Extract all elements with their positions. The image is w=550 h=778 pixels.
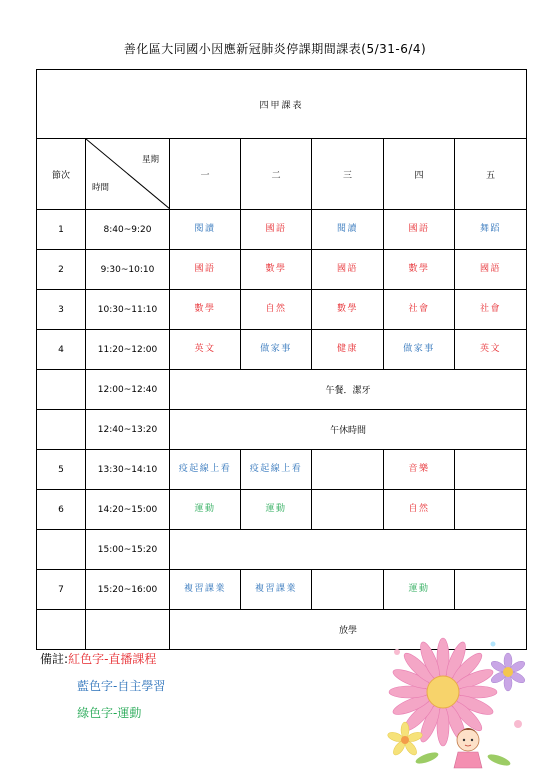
period-number-cell <box>37 410 86 450</box>
header-row <box>37 139 527 210</box>
subject-cell-wed <box>312 490 384 530</box>
subject-cell-fri: 舞蹈 <box>455 210 527 250</box>
schedule-row <box>37 530 527 570</box>
notes-label: 備註 <box>40 652 65 666</box>
period-number-cell: 2 <box>37 250 86 290</box>
subject-cell-fri: 社會 <box>455 290 527 330</box>
subject-cell-mon: 數學 <box>170 290 241 330</box>
table-caption: 四甲課表 <box>37 70 527 139</box>
subject-cell-wed: 閱讀 <box>312 210 384 250</box>
subject-cell-tue: 運動 <box>241 490 312 530</box>
time-range-cell: 10:30~11:10 <box>86 290 170 330</box>
subject-cell-mon: 運動 <box>170 490 241 530</box>
document-title: 善化區大同國小因應新冠肺炎停課期間課表(5/31-6/4) <box>123 42 427 56</box>
subject-cell-tue: 做家事 <box>241 330 312 370</box>
subject-cell-thu: 國語 <box>384 210 455 250</box>
day-header-thu: 四 <box>384 139 455 210</box>
subject-cell-fri <box>455 450 527 490</box>
subject-cell-tue: 複習課業 <box>241 570 312 610</box>
notes-block <box>40 646 165 727</box>
flowers-and-girl-illustration <box>383 632 533 776</box>
time-range-cell: 11:20~12:00 <box>86 330 170 370</box>
subject-cell-tue: 自然 <box>241 290 312 330</box>
time-range-cell: 8:40~9:20 <box>86 210 170 250</box>
period-number-cell <box>37 370 86 410</box>
schedule-row <box>37 490 527 530</box>
note-line: 備註:紅色字-直播課程 <box>40 652 157 666</box>
period-number-cell: 7 <box>37 570 86 610</box>
time-range-cell: 14:20~15:00 <box>86 490 170 530</box>
subject-cell-thu: 數學 <box>384 250 455 290</box>
subject-cell-fri: 英文 <box>455 330 527 370</box>
subject-cell-thu: 做家事 <box>384 330 455 370</box>
schedule-row <box>37 210 527 250</box>
subject-cell-fri: 國語 <box>455 250 527 290</box>
schedule-row <box>37 570 527 610</box>
subject-cell-wed: 國語 <box>312 250 384 290</box>
diagonal-header-cell <box>86 139 170 210</box>
day-header-fri: 五 <box>455 139 527 210</box>
schedule-row <box>37 370 527 410</box>
time-header-label: 時間 <box>92 183 110 193</box>
schedule-body <box>37 210 527 650</box>
period-number-cell: 5 <box>37 450 86 490</box>
day-header-wed: 三 <box>312 139 384 210</box>
diagonal-divider <box>86 139 170 209</box>
period-number-cell: 4 <box>37 330 86 370</box>
schedule-row <box>37 330 527 370</box>
subject-cell-thu: 運動 <box>384 570 455 610</box>
note-green: 綠色字-運動 <box>77 706 142 720</box>
spanning-activity-cell: 放學 <box>170 610 527 650</box>
subject-cell-tue: 國語 <box>241 210 312 250</box>
note-red: 紅色字-直播課程 <box>68 652 157 666</box>
period-number-cell: 3 <box>37 290 86 330</box>
subject-cell-wed <box>312 450 384 490</box>
subject-cell-thu: 自然 <box>384 490 455 530</box>
subject-cell-thu: 音樂 <box>384 450 455 490</box>
subject-cell-fri <box>455 490 527 530</box>
spanning-activity-cell: 午休時間 <box>170 410 527 450</box>
day-header-tue: 二 <box>241 139 312 210</box>
subject-cell-mon: 複習課業 <box>170 570 241 610</box>
subject-cell-mon: 國語 <box>170 250 241 290</box>
schedule-table <box>36 69 527 650</box>
subject-cell-mon: 閱讀 <box>170 210 241 250</box>
note-blue: 藍色字-自主學習 <box>77 679 166 693</box>
subject-cell-fri <box>455 570 527 610</box>
day-header-mon: 一 <box>170 139 241 210</box>
period-number-cell: 1 <box>37 210 86 250</box>
spanning-activity-cell <box>170 530 527 570</box>
period-number-cell: 6 <box>37 490 86 530</box>
time-range-cell <box>86 610 170 650</box>
time-range-cell: 15:00~15:20 <box>86 530 170 570</box>
spanning-activity-cell: 午餐．潔牙 <box>170 370 527 410</box>
note-line <box>40 700 165 727</box>
subject-cell-mon: 疫起線上看 <box>170 450 241 490</box>
period-number-cell <box>37 610 86 650</box>
subject-cell-wed <box>312 570 384 610</box>
schedule-row <box>37 290 527 330</box>
time-range-cell: 15:20~16:00 <box>86 570 170 610</box>
weekday-header-label: 星期 <box>141 155 159 165</box>
subject-cell-mon: 英文 <box>170 330 241 370</box>
note-line <box>40 673 165 700</box>
schedule-row <box>37 450 527 490</box>
subject-cell-wed: 數學 <box>312 290 384 330</box>
schedule-row <box>37 250 527 290</box>
period-header: 節次 <box>37 139 86 210</box>
subject-cell-wed: 健康 <box>312 330 384 370</box>
period-number-cell <box>37 530 86 570</box>
time-range-cell: 13:30~14:10 <box>86 450 170 490</box>
subject-cell-thu: 社會 <box>384 290 455 330</box>
time-range-cell: 9:30~10:10 <box>86 250 170 290</box>
subject-cell-tue: 疫起線上看 <box>241 450 312 490</box>
time-range-cell: 12:40~13:20 <box>86 410 170 450</box>
time-range-cell: 12:00~12:40 <box>86 370 170 410</box>
subject-cell-tue: 數學 <box>241 250 312 290</box>
schedule-row <box>37 410 527 450</box>
